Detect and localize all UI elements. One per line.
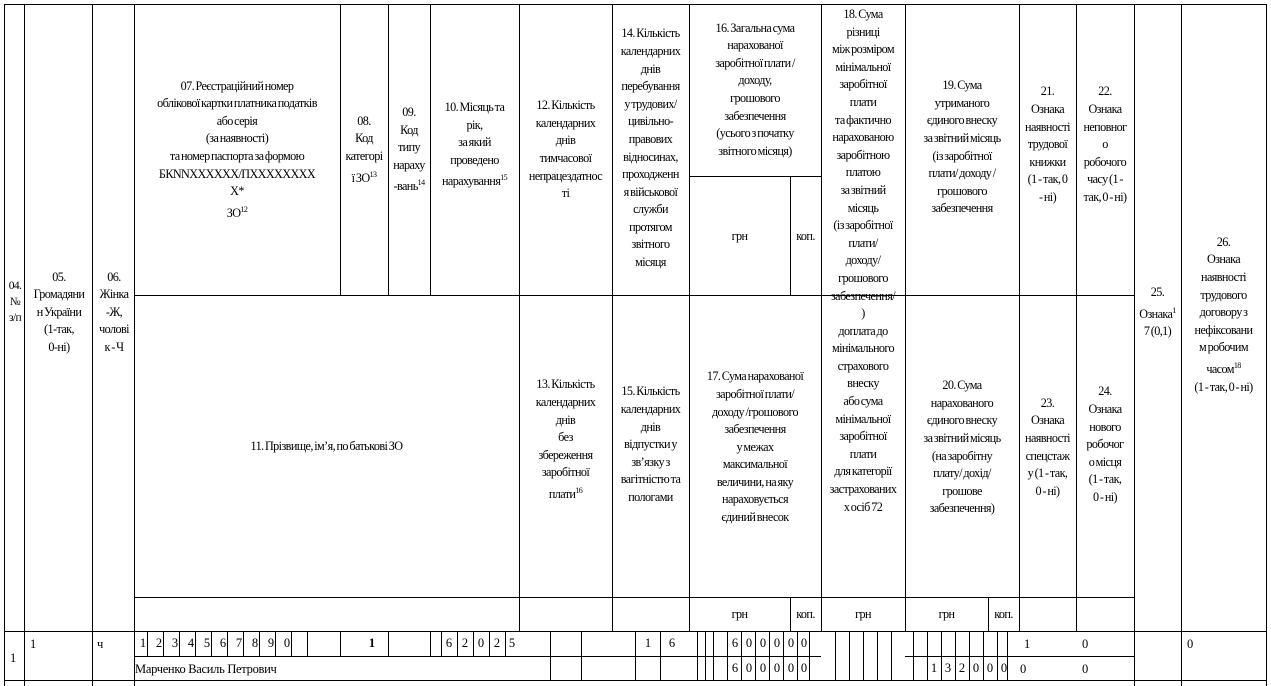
- col-13-header: 13. Кількість календарних днів без збереження заробітної плати$^{16}$: [535, 377, 596, 502]
- row-citizen: 1: [30, 637, 37, 651]
- id-digit: 1: [139, 636, 147, 650]
- id-digit: 4: [187, 636, 195, 650]
- col-24-header: 24. Ознака нового робочог о місця (1 - так, 0 - ні): [1086, 384, 1124, 504]
- period-digit: 2: [493, 636, 501, 650]
- col-20-unit-grn: грн: [938, 607, 955, 622]
- col-17-unit-kop: коп.: [796, 607, 815, 622]
- days14-digit: 6: [668, 636, 676, 650]
- col-06-header: 06. Жінка -Ж, чолові к - Ч: [99, 269, 129, 354]
- col-10-header: 10. Місяць та рік, за який проведено нарахування$^{15}$: [441, 99, 508, 189]
- sum20-digit: 1: [930, 661, 938, 675]
- row-category: 1: [368, 636, 376, 650]
- col-19-header: 19. Сума утриманого єдиного внеску за звітний місяць (із заробітної плати/ доходу / грошового забезпечення: [923, 78, 1001, 216]
- sum20-digit: 3: [944, 661, 952, 675]
- col-20-unit-kop: коп.: [994, 607, 1013, 622]
- col-20-header: 20. Сума нарахованого єдиного внеску за звітний місяць (на заробітну плату/ дохід/ грошове забезпечення): [923, 378, 1001, 516]
- col-16-grn: грн: [731, 229, 748, 244]
- sum16-digit: 0: [745, 636, 753, 650]
- sum16-digit: 0: [800, 636, 808, 650]
- sum16-digit: 0: [759, 636, 767, 650]
- days14-digit: 1: [644, 636, 652, 650]
- col-21-header: 21. Ознака наявності трудової книжки (1 - так, 0 - ні): [1025, 84, 1070, 204]
- period-digit: 2: [461, 636, 469, 650]
- sum20-digit: 0: [972, 661, 980, 675]
- id-digit: 5: [203, 636, 211, 650]
- sum17-digit: 0: [745, 661, 753, 675]
- row-full-name: Марченко Василь Петрович: [135, 662, 277, 676]
- sum20-digit: 0: [1000, 661, 1008, 675]
- col-14-header: 14. Кількість календарних днів перебування у трудових/ цивільно- правових відносинах, проходженн я військової служби протягом звітного місяця: [620, 26, 681, 270]
- sum16-digit: 6: [731, 636, 739, 650]
- col-11-header: 11. Прізвище, ім’я, по батькові ЗО: [250, 439, 403, 454]
- col-26-header: 26. Ознака наявності трудового договору з нефіксовани м робочим часом$^{18}$ (1 - так, 0 - ні): [1194, 234, 1253, 394]
- sum17-digit: 0: [759, 661, 767, 675]
- sum20-digit: 0: [986, 661, 994, 675]
- col-18-header: 18. Сума різниці між розміром мінімальної заробітної плати та фактично нарахованою заробітною платою за звітний місяць (із заробітної плати/ доходу/ грошового забезпечення/ ) доплата до мінімального страхового внеску або сума мінімальної заробітної плати для категорії застрахованих х осіб 72: [829, 7, 897, 514]
- col-07-header: 07. Реєстраційний номер облікової картки платника податків або серія (за наявності) та номер паспорта за формою БКNNXXXXXX/ПXXXXXXXX X* ЗО$^{12}$: [157, 78, 317, 220]
- id-digit: 6: [219, 636, 227, 650]
- period-digit: 0: [477, 636, 485, 650]
- row-col21-bottom: 0: [1020, 662, 1027, 676]
- id-digit: 9: [267, 636, 275, 650]
- col-05-header: 05. Громадяни н України (1-так, 0-ні): [33, 269, 85, 354]
- col-08-header: 08. Код категорі ї ЗО$^{13}$: [345, 113, 383, 185]
- col-25-header: 25. Ознака$^1$ 7 (0,1): [1139, 285, 1176, 339]
- col-17-header: 17. Сума нарахованої заробітної плати/ доходу /грошового забезпечення у межах максимальної величини, на яку нараховується єдиний внесок: [706, 369, 804, 525]
- row-col26: 0: [1187, 637, 1194, 651]
- col-15-header: 15. Кількість календарних днів відпустки у зв’язку з вагітністю та пологами: [620, 384, 681, 504]
- id-digit: 7: [235, 636, 243, 650]
- id-digit: 8: [251, 636, 259, 650]
- row-number: 1: [10, 651, 17, 665]
- row-col21-top: 1: [1024, 637, 1031, 651]
- sum20-digit: 2: [958, 661, 966, 675]
- sum16-digit: 0: [787, 636, 795, 650]
- row-col22-top: 0: [1082, 637, 1089, 651]
- id-digit: 0: [283, 636, 291, 650]
- sum17-digit: 0: [800, 661, 808, 675]
- col-18-unit-grn: грн: [855, 607, 871, 622]
- id-digit: 2: [155, 636, 163, 650]
- id-digit: 3: [171, 636, 179, 650]
- col-22-header: 22. Ознака неповног о робочого часу (1 - так, 0 - ні): [1083, 84, 1127, 204]
- period-digit: 6: [445, 636, 453, 650]
- col-09-header: 09. Код типу нараху -вань$^{14}$: [393, 104, 425, 194]
- col-16-header: 16. Загальна сума нарахованої заробітної плати / доходу, грошового забезпечення (усього з початку звітного місяця): [715, 20, 795, 158]
- col-17-unit-grn: грн: [731, 607, 748, 622]
- sum17-digit: 0: [773, 661, 781, 675]
- col-16-kop: коп.: [796, 229, 815, 244]
- row-gender: ч: [97, 637, 104, 651]
- col-12-header: 12. Кількість календарних днів тимчасової непрацездатнос ті: [528, 98, 603, 201]
- col-23-header: 23. Ознака наявності спецстаж у (1 - так, 0 - ні): [1025, 395, 1070, 498]
- col-04-header: 04. № з/п: [8, 280, 22, 324]
- period-digit: 5: [508, 636, 516, 650]
- sum17-digit: 0: [787, 661, 795, 675]
- sum16-digit: 0: [773, 636, 781, 650]
- sum17-digit: 6: [731, 661, 739, 675]
- row-col22-bottom: 0: [1082, 662, 1089, 676]
